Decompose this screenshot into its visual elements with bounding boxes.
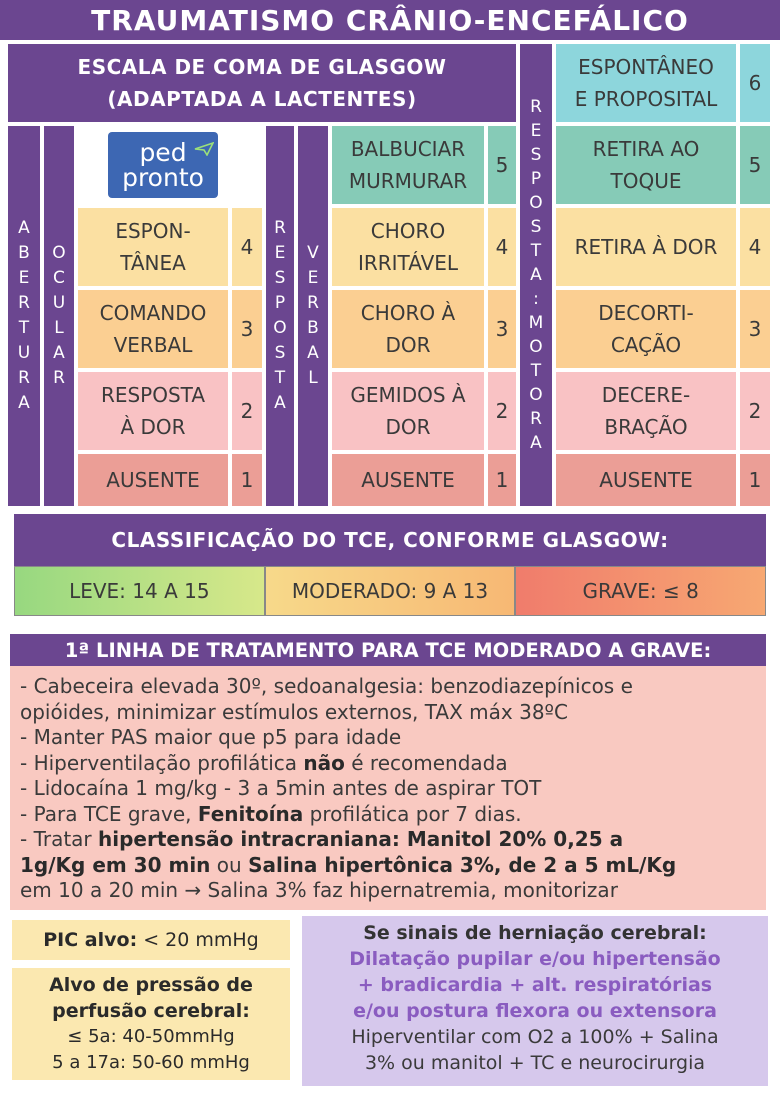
label-letter: O	[52, 243, 66, 263]
label-letter: O	[273, 318, 287, 338]
label-letter: A	[18, 218, 30, 238]
verbal-score: 1	[486, 452, 518, 508]
treatment-line: 1g/Kg em 30 min ou Salina hipertônica 3%, de 2 a 5 mL/Kg	[20, 852, 677, 877]
treatment-title: 1ª LINHA DE TRATAMENTO PARA TCE MODERADO A GRAVE:	[10, 634, 766, 666]
label-letter: E	[274, 243, 286, 263]
motor-item-decerebracao: DECERE- BRAÇÃO	[554, 370, 738, 452]
motor-item-decorticacao: DECORTI- CAÇÃO	[554, 288, 738, 370]
ocular-item-ausente: AUSENTE	[76, 452, 230, 508]
scale-title: ESCALA DE COMA DE GLASGOW (ADAPTADA A LACTENTES)	[6, 42, 518, 124]
ocular-score: 1	[230, 452, 264, 508]
label-letter: R	[530, 409, 542, 429]
verbal-score: 4	[486, 206, 518, 288]
verbal-score: 3	[486, 288, 518, 370]
label-letter: :	[533, 289, 539, 309]
ocular-score: 3	[230, 288, 264, 370]
herniation-box	[302, 916, 768, 1086]
label-letter: A	[530, 265, 542, 285]
verbal-item-choro-irritavel: CHORO IRRITÁVEL	[330, 206, 486, 288]
label-letter: B	[18, 243, 30, 263]
verbal-item-choro-dor: CHORO À DOR	[330, 288, 486, 370]
herniation-sign: e/ou postura flexora ou extensora	[353, 1000, 717, 1022]
class-leve: LEVE: 14 A 15	[14, 566, 265, 616]
label-letter: U	[52, 293, 66, 313]
motor-item-espontaneo: ESPONTÂNEO E PROPOSITAL	[554, 42, 738, 124]
label-letter: R	[274, 218, 286, 238]
treatment-line: opióides, minimizar estímulos externos, TAX máx 38ºC	[20, 699, 568, 724]
motor-item-ausente: AUSENTE	[554, 452, 738, 508]
label-letter: C	[53, 268, 65, 288]
treatment-line: - Para TCE grave, Fenitoína profilática por 7 dias.	[20, 801, 522, 826]
pic-label: PIC alvo:	[43, 929, 138, 951]
label-letter: P	[274, 293, 286, 313]
verbal-label-column-2	[296, 124, 330, 508]
verbal-item-gemidos: GEMIDOS À DOR	[330, 370, 486, 452]
verbal-item-balbuciar: BALBUCIAR MURMURAR	[330, 124, 486, 206]
label-letter: S	[530, 145, 542, 165]
label-letter: T	[530, 361, 542, 381]
label-letter: S	[530, 217, 542, 237]
label-letter: R	[18, 368, 30, 388]
verbal-score: 2	[486, 370, 518, 452]
motor-score: 6	[738, 42, 772, 124]
paper-plane-icon	[194, 142, 214, 156]
perfusion-range-1: ≤ 5a: 40-50mmHg	[67, 1026, 235, 1047]
label-letter: A	[530, 433, 542, 453]
label-letter: O	[529, 337, 543, 357]
treatment-line: - Tratar hipertensão intracraniana: Manitol 20% 0,25 a	[20, 827, 624, 851]
classification-row	[14, 566, 766, 616]
ocular-item-espontanea: ESPON- TÂNEA	[76, 206, 230, 288]
pedpronto-logo: ped pronto	[108, 132, 218, 198]
motor-item-retira-dor: RETIRA À DOR	[554, 206, 738, 288]
label-letter: E	[18, 268, 30, 288]
label-letter: R	[53, 368, 65, 388]
ocular-label-1	[18, 216, 30, 416]
label-letter: R	[307, 293, 319, 313]
herniation-sign: + bradicardia + alt. respiratórias	[357, 974, 713, 996]
verbal-label-1	[273, 216, 286, 416]
treatment-line: em 10 a 20 min → Salina 3% faz hipernatremia, monitorizar	[20, 878, 618, 902]
class-moderado: MODERADO: 9 A 13	[265, 566, 516, 616]
label-letter: A	[18, 393, 30, 413]
label-letter: S	[274, 343, 286, 363]
label-letter: E	[307, 268, 319, 288]
label-letter: U	[17, 343, 31, 363]
label-letter: M	[528, 313, 544, 333]
ocular-item-comando: COMANDO VERBAL	[76, 288, 230, 370]
verbal-score: 5	[486, 124, 518, 206]
perfusion-target	[12, 968, 290, 1080]
label-letter: S	[274, 268, 286, 288]
label-letter: P	[530, 169, 542, 189]
treatment-line: - Cabeceira elevada 30º, sedoanalgesia: benzodiazepínicos e	[20, 674, 633, 698]
label-letter: T	[18, 318, 30, 338]
perfusion-title-1: Alvo de pressão de	[49, 974, 253, 996]
herniation-action: Hiperventilar com O2 a 100% + Salina	[351, 1026, 719, 1048]
motor-score: 5	[738, 124, 772, 206]
treatment-line: - Manter PAS maior que p5 para idade	[20, 725, 402, 749]
label-letter: T	[530, 241, 542, 261]
ocular-label-column-2	[42, 124, 76, 508]
pic-target	[12, 920, 290, 960]
label-letter: E	[530, 121, 542, 141]
glasgow-scale-grid	[6, 42, 772, 508]
treatment-line: - Lidocaína 1 mg/kg - 3 a 5min antes de aspirar TOT	[20, 776, 542, 800]
treatment-line: - Hiperventilação profilática não é recomendada	[20, 750, 508, 775]
label-letter: A	[53, 343, 65, 363]
ocular-item-dor: RESPOSTA À DOR	[76, 370, 230, 452]
herniation-sign: Dilatação pupilar e/ou hipertensão	[349, 948, 721, 970]
class-grave: GRAVE: ≤ 8	[515, 566, 766, 616]
label-letter: O	[529, 193, 543, 213]
motor-score: 2	[738, 370, 772, 452]
motor-score: 1	[738, 452, 772, 508]
label-letter: R	[18, 293, 30, 313]
verbal-label-column	[264, 124, 296, 508]
perfusion-range-2: 5 a 17a: 50-60 mmHg	[52, 1052, 250, 1073]
label-letter: B	[307, 318, 319, 338]
pic-value: < 20 mmHg	[143, 929, 259, 951]
motor-item-retira-toque: RETIRA AO TOQUE	[554, 124, 738, 206]
ocular-label-2	[52, 241, 65, 391]
label-letter: L	[308, 368, 318, 388]
label-letter: A	[307, 343, 319, 363]
motor-label-column	[518, 42, 554, 508]
ocular-score: 4	[230, 206, 264, 288]
label-letter: L	[54, 318, 64, 338]
page-title: TRAUMATISMO CRÂNIO-ENCEFÁLICO	[0, 0, 780, 40]
label-letter: T	[274, 368, 286, 388]
label-letter: A	[274, 393, 286, 413]
label-letter: O	[529, 385, 543, 405]
motor-label	[529, 95, 544, 455]
classification-title: CLASSIFICAÇÃO DO TCE, CONFORME GLASGOW:	[14, 514, 766, 566]
treatment-body	[10, 666, 766, 910]
label-letter: V	[307, 243, 319, 263]
perfusion-title-2: perfusão cerebral:	[52, 1000, 250, 1022]
ocular-label-column	[6, 124, 42, 508]
verbal-label-2	[307, 241, 319, 391]
herniation-title: Se sinais de herniação cerebral:	[363, 922, 707, 944]
herniation-action: 3% ou manitol + TC e neurocirurgia	[364, 1052, 706, 1074]
motor-score: 4	[738, 206, 772, 288]
ocular-score: 2	[230, 370, 264, 452]
motor-score: 3	[738, 288, 772, 370]
label-letter: R	[530, 97, 542, 117]
verbal-item-ausente: AUSENTE	[330, 452, 486, 508]
